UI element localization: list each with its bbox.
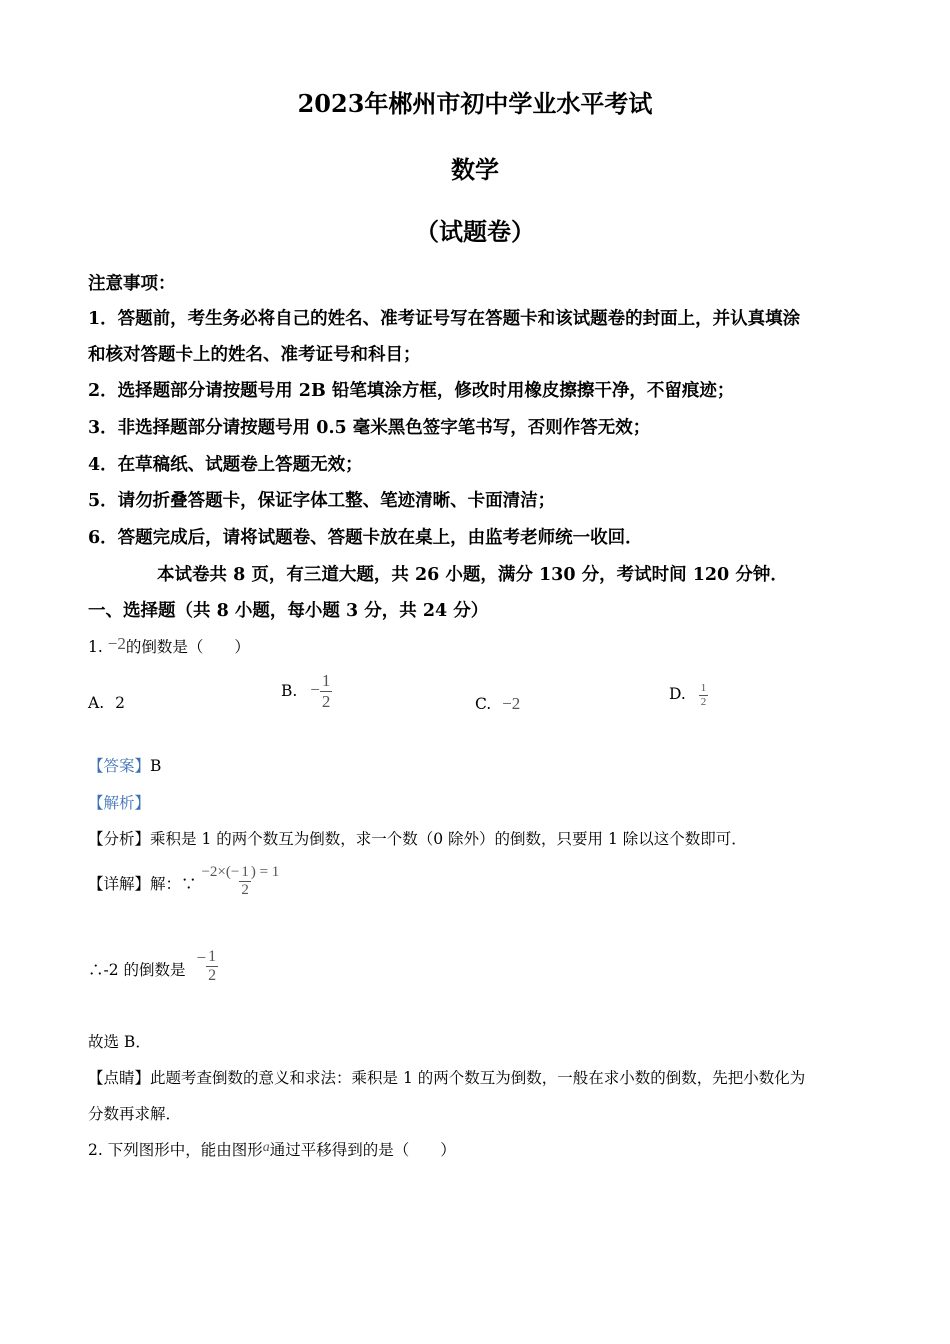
exam-title: 2023年郴州市初中学业水平考试 [297, 89, 653, 118]
analysis-fenxi [88, 827, 747, 849]
subject-title: 数学 [451, 155, 499, 184]
fraction [206, 948, 218, 986]
fraction-denominator: 2 [700, 695, 707, 708]
notice-item-1-line-1: 1．答题前，考生务必将自己的姓名、准考证号写在答题卡和该试题卷的封面上，并认真填涂 [88, 309, 801, 329]
question-number: 1. [88, 638, 103, 656]
fraction-denominator: 2 [241, 882, 249, 899]
minus-sign: − [310, 680, 320, 700]
notice-item-5: 5．请勿折叠答题卡，保证字体工整、笔迹清晰、卡面清洁； [88, 491, 556, 511]
notice-heading: 注意事项： [88, 274, 176, 294]
math-variable: a [262, 1140, 270, 1155]
option-value: 2 [115, 694, 125, 712]
math-expression: −2 [107, 634, 126, 653]
question-2-stem [88, 1138, 456, 1160]
fraction-numerator: 1 [700, 682, 707, 694]
option-b [281, 671, 332, 711]
option-d [669, 682, 708, 708]
option-label: A. [88, 694, 105, 712]
detail-math-right: ) = 1 [250, 863, 280, 880]
option-c [475, 694, 520, 714]
choose-line: 故选 B． [88, 1033, 151, 1051]
notice-item-1-line-2: 和核对答题卡上的姓名、准考证号和科目； [88, 345, 421, 365]
question-text-before: 下列图形中，能由图形 [107, 1141, 263, 1159]
option-label: B. [281, 682, 298, 701]
notice-item-2: 2．选择题部分请按题号用 2B 铅笔填涂方框，修改时用橡皮擦擦干净，不留痕迹； [88, 381, 735, 401]
therefore-text: ∴-2 的倒数是 [88, 960, 186, 979]
question-text: 的倒数是（ ） [125, 638, 250, 656]
notice-item-4: 4．在草稿纸、试题卷上答题无效； [88, 455, 363, 475]
option-label: D. [669, 685, 686, 704]
fraction-numerator: 1 [206, 948, 218, 967]
answer-tag: 【答案】 [88, 757, 151, 775]
fraction-numerator: 1 [321, 671, 331, 690]
fraction [239, 864, 251, 900]
fenxi-tag: 【分析】 [88, 830, 151, 848]
analysis-tag: 【解析】 [88, 794, 151, 812]
minus-sign: − [196, 947, 207, 967]
option-a [88, 694, 125, 712]
comment-line-2: 分数再求解． [88, 1105, 182, 1123]
question-number: 2. [88, 1141, 103, 1159]
question-1-stem [88, 635, 250, 657]
comment-tag: 【点睛】 [88, 1069, 151, 1087]
therefore-line [88, 944, 218, 985]
answer-value: B [150, 757, 162, 775]
detail-tag: 【详解】 [88, 874, 151, 893]
fraction [320, 671, 333, 711]
comment-line-1 [88, 1066, 805, 1088]
answer-line [88, 754, 161, 776]
fraction-denominator: 2 [321, 691, 331, 711]
option-value: −2 [502, 694, 521, 713]
notice-item-6: 6．答题完成后，请将试题卷、答题卡放在桌上，由监考老师统一收回． [88, 528, 643, 548]
detail-prefix: 解：∵ [150, 874, 197, 893]
fraction [699, 682, 709, 708]
question-text-after: 通过平移得到的是（ ） [269, 1141, 456, 1159]
notice-item-3: 3．非选择题部分请按题号用 0.5 毫米黑色签字笔书写，否则作答无效； [88, 418, 651, 438]
fraction-denominator: 2 [208, 967, 217, 985]
comment-text: 此题考查倒数的意义和求法：乘积是 1 的两个数互为倒数，一般在求小数的倒数，先把小数化为 [150, 1069, 806, 1087]
paper-type: （试题卷） [415, 217, 535, 246]
detail-math-left: −2×(− [201, 863, 240, 880]
fenxi-text: 乘积是 1 的两个数互为倒数，求一个数（0 除外）的倒数，只要用 1 除以这个数即可． [150, 830, 747, 848]
section-1-heading: 一、选择题（共 8 小题，每小题 3 分，共 24 分） [88, 601, 489, 621]
analysis-detail [88, 860, 280, 899]
exam-summary: 本试卷共 8 页，有三道大题，共 26 小题，满分 130 分，考试时间 120 分钟． [157, 565, 788, 585]
option-label: C. [475, 695, 492, 713]
fraction-numerator: 1 [239, 864, 251, 882]
